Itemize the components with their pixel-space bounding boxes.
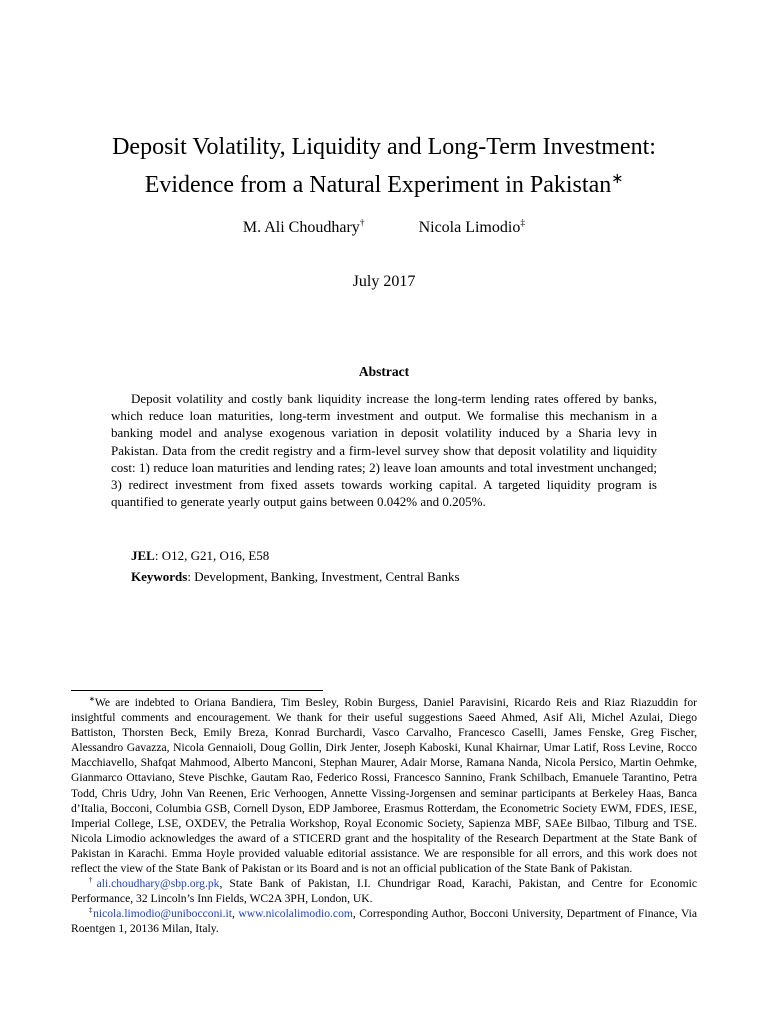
paper-title xyxy=(60,128,708,204)
jel-codes xyxy=(131,548,657,564)
footnote-author-1 xyxy=(71,876,697,906)
email-link-choudhary[interactable]: ali.choudhary@sbp.org.pk xyxy=(96,877,220,891)
footnote-3-text: , Corresponding Author, Bocconi University, Department of Finance, Via Roentgen 1, 20136 Milan, Italy. xyxy=(71,907,697,936)
author-2-mark: ‡ xyxy=(520,217,526,229)
footnote-1-mark: ∗ xyxy=(89,695,95,704)
title-line-2-text: Evidence from a Natural Experiment in Pakistan xyxy=(144,172,612,198)
website-link-limodio[interactable]: www.nicolalimodio.com xyxy=(238,907,353,921)
footnotes xyxy=(71,695,697,937)
footnote-1-text: We are indebted to Oriana Bandiera, Tim Besley, Robin Burgess, Daniel Paravisini, Ricardo Reis and Riaz Riazuddin for insightful comments and encouragement. We thank for their useful suggestions Saeed Ahmed, Asif Ali, Michel Azulai, Diego Battiston, Thorsten Beck, Emily Breza, Konrad Burchardi, Vasco Carvalho, Francesco Caselli, James Fenske, Greg Fischer, Alessandro Gavazza, Nicola Gennaioli, Doug Gollin, Dirk Jenter, Joseph Kaboski, Kunal Khairnar, Umar Latif, Ross Levine, Rocco Macchiavello, Shafqat Mahmood, Alberto Manconi, Stephan Maurer, Adair Morse, Ramana Nanda, Nicola Persico, Martin Oehmke, Gianmarco Ottaviano, Steve Pischke, Gautam Rao, Federico Rossi, Francesco Sannino, Frank Schilbach, Emanuele Tarantino, Petra Todd, Chris Udry, John Van Reenen, Eric Verhoogen, Annette Vissing-Jorgensen and seminar participants at Berkeley Haas, Banca d’Italia, Bocconi, Columbia GSB, Cornell Dyson, EDP Jamboree, Erasmus Rotterdam, the Econometric Society EWM, FDES, IESE, Imperial College, LSE, OXDEV, the Petralia Workshop, Royal Economic Society, Sapienza MBF, SAEe Bilbao, Tilburg and TSE. Nicola Limodio acknowledges the award of a STICERD grant and the hospitality of the Research Department at the State Bank of Pakistan in Karachi. Emma Hoyle provided valuable editorial assistance. We are responsible for all errors, and this work does not reflect the view of the State Bank of Pakistan or its Board and is not an official publication of the State Bank of Pakistan. xyxy=(71,696,697,876)
footnote-author-2 xyxy=(71,906,697,936)
title-line-2 xyxy=(60,166,708,204)
email-link-limodio[interactable]: nicola.limodio@unibocconi.it xyxy=(93,907,232,921)
title-footnote-mark: ∗ xyxy=(611,171,624,187)
footnote-acknowledgements xyxy=(71,695,697,876)
jel-value: : O12, G21, O16, E58 xyxy=(154,548,270,563)
keywords-label: Keywords xyxy=(131,569,188,584)
keywords xyxy=(131,569,657,585)
paper-date: July 2017 xyxy=(352,273,416,290)
footnote-2-text: , State Bank of Pakistan, I.I. Chundrigar Road, Karachi, Pakistan, and Centre for Economic Performance, 32 Lincoln’s Inn Fields, WC2A 3PH, London, UK. xyxy=(71,877,697,906)
author-1-mark: † xyxy=(359,217,365,229)
jel-label: JEL xyxy=(131,548,155,563)
footnote-2-mark: † xyxy=(89,876,97,885)
author-1-name: M. Ali Choudhary xyxy=(242,219,360,236)
author-1 xyxy=(243,219,365,237)
author-list xyxy=(0,219,768,237)
keywords-value: : Development, Banking, Investment, Central Banks xyxy=(187,569,460,584)
abstract-heading: Abstract xyxy=(358,364,410,379)
footnote-3-mark: ‡ xyxy=(89,906,94,915)
footnote-divider xyxy=(71,690,323,691)
title-line-1: Deposit Volatility, Liquidity and Long-Term Investment: xyxy=(112,134,656,160)
abstract-text: Deposit volatility and costly bank liquidity increase the long-term lending rates offered by banks, which reduce loan maturities, long-term investment and output. We formalise this mechanism in a banking model and analyse exogenous variation in deposit volatility induced by a Sharia levy in Pakistan. Data from the credit registry and a firm-level survey show that deposit volatility and liquidity cost: 1) reduce loan maturities and lending rates; 2) leave loan amounts and total investment unchanged; 3) redirect investment from fixed assets towards working capital. A targeted liquidity program is quantified to generate yearly output gains between 0.042% and 0.205%. xyxy=(111,391,657,510)
author-2 xyxy=(419,219,526,237)
footnote-3-separator: , xyxy=(231,907,239,921)
author-2-name: Nicola Limodio xyxy=(418,219,521,236)
